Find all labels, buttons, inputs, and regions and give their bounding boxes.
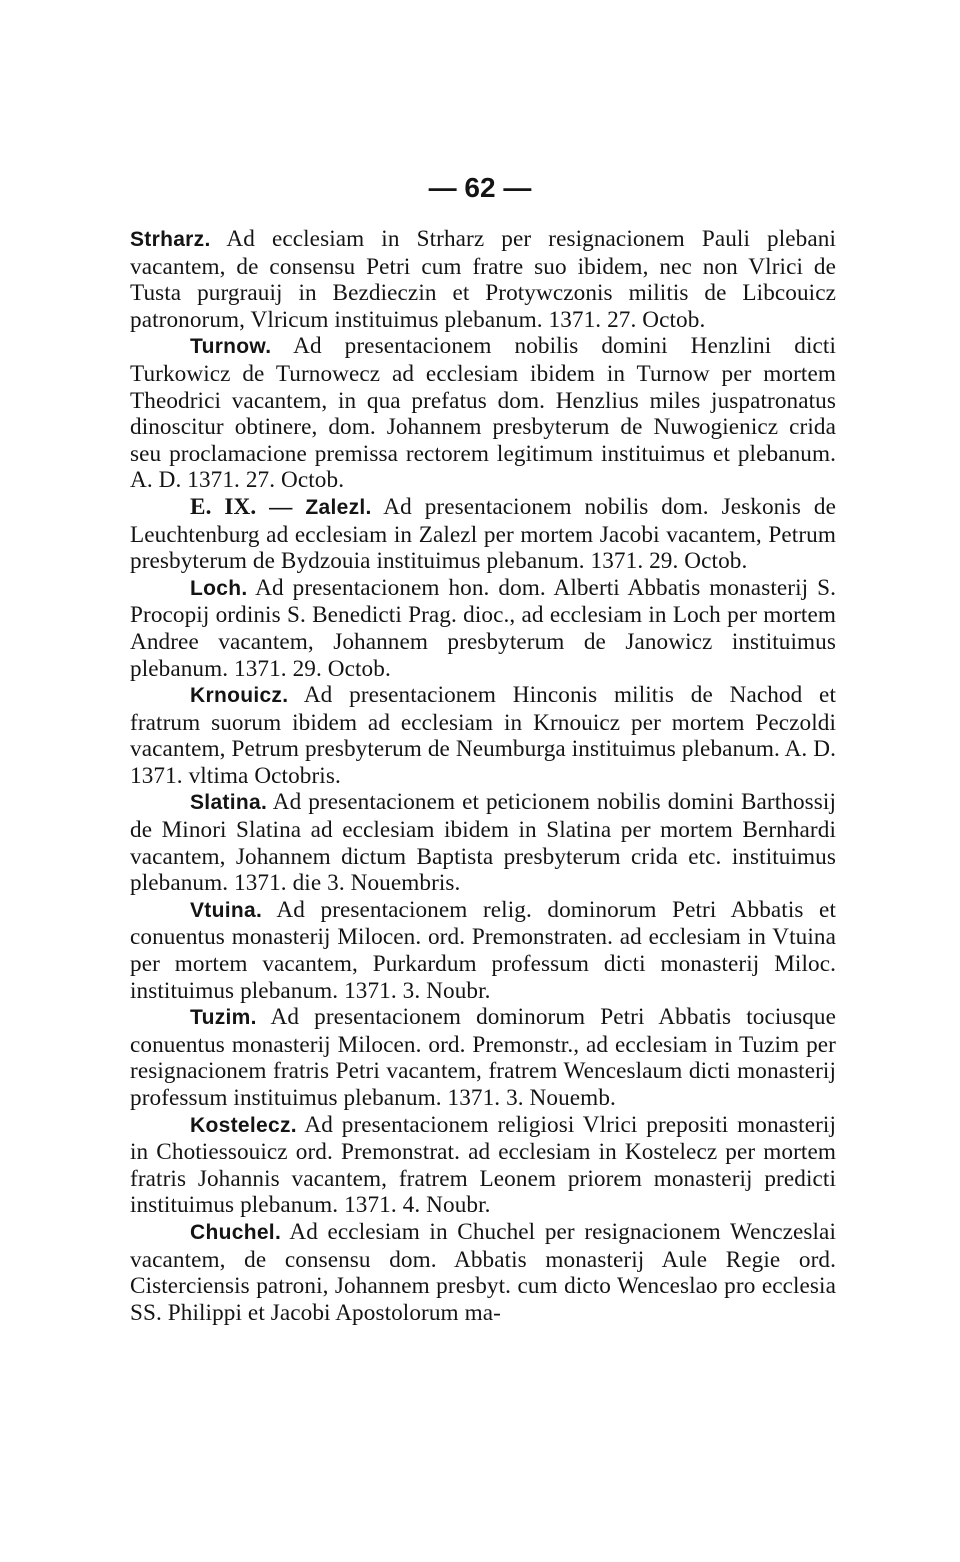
- entry-body: Ad presentacionem hon. dom. Alberti Abbatis monasterij S. Procopij ordinis S. Benedicti Prag. dioc., ad ecclesiam in Loch per mortem Andree vacantem, Johannem presbyterum de Janowicz instituimus plebanum. 1371. 29. Octob.: [130, 574, 836, 682]
- entry-body: Ad presentacionem et peticionem nobilis domini Barthossij de Minori Slatina ad ecclesiam ibidem in Slatina per mortem Bernhardi vacantem, Johannem dictum Baptista presbyterum crida etc. instituimus plebanum. 1371. die 3. Nouembris.: [130, 789, 836, 897]
- entry-heading: Kostelecz.: [190, 1113, 297, 1137]
- entry-strharz: [130, 226, 836, 333]
- entry-chuchel: [130, 1219, 836, 1326]
- entry-zalezl: [130, 494, 836, 575]
- section-marker: E. IX. —: [190, 493, 306, 520]
- entry-heading: Loch.: [190, 576, 248, 600]
- entry-heading: Turnow.: [190, 335, 272, 359]
- entry-heading: Krnouicz.: [190, 684, 289, 708]
- page-number: — 62 —: [428, 172, 532, 203]
- entry-heading: Zalezl.: [305, 495, 372, 519]
- entry-heading: Chuchel.: [190, 1220, 282, 1244]
- entry-body: Ad presentacionem religiosi Vlrici prepositi monasterij in Chotiessouicz ord. Premonstrat. ad ecclesiam in Kostelecz per mortem fratris Johannis vacantem, fratrem Leonem priorem monasterij predicti instituimus plebanum. 1371. 4. Noubr.: [130, 1111, 836, 1219]
- entries-text: [130, 226, 836, 1326]
- entry-body: Ad presentacionem nobilis domini Henzlini dicti Turkowicz de Turnowecz ad ecclesiam ibidem in Turnow per mortem Theodrici vacantem, in qua prefatus dom. Henzlius miles juspatronatus dinoscitur obtinere, dom. Johannem presbyterum de Nuwogienicz crida seu proclamacione premissa rectorem legitimum instituimus et plebanum. A. D. 1371. 27. Octob.: [130, 333, 836, 494]
- entry-loch: [130, 575, 836, 682]
- entry-body: Ad presentacionem relig. dominorum Petri Abbatis et conuentus monasterij Milocen. ord. Premonstraten. ad ecclesiam in Vtuina per mortem vacantem, Purkardum professum dicti monasterij Miloc. instituimus plebanum. 1371. 3. Noubr.: [130, 896, 836, 1004]
- entry-slatina: [130, 789, 836, 896]
- entry-body: Ad ecclesiam in Chuchel per resignacionem Wenczeslai vacantem, de consensu dom. Abbatis monasterij Aule Regie ord. Cisterciensis patroni, Johannem presbyt. cum dicto Wenceslao pro ecclesia SS. Philippi et Jacobi Apostolorum ma-: [130, 1218, 836, 1326]
- entry-vtuina: [130, 897, 836, 1004]
- entry-body: Ad presentacionem Hinconis militis de Nachod et fratrum suorum ibidem ad ecclesiam in Krnouicz per mortem Peczoldi vacantem, Petrum presbyterum de Neumburga instituimus plebanum. A. D. 1371. vltima Octobris.: [130, 682, 836, 789]
- entry-krnouicz: [130, 682, 836, 789]
- entry-tuzim: [130, 1004, 836, 1111]
- entry-heading: Strharz.: [130, 228, 211, 251]
- entry-body: Ad ecclesiam in Strharz per resignacionem Pauli plebani vacantem, de consensu Petri cum fratre suo ibidem, nec non Vlrici de Tusta purgrauij in Bezdieczin et Protywczonis militis de Libcouicz patronorum, Vlricum instituimus plebanum. 1371. 27. Octob.: [130, 226, 836, 333]
- entry-heading: Tuzim.: [190, 1006, 257, 1030]
- entry-heading: Vtuina.: [190, 898, 263, 922]
- entry-body: Ad presentacionem nobilis dom. Jeskonis de Leuchtenburg ad ecclesiam in Zalezl per mortem Jacobi vacantem, Petrum presbyterum de Bydzouia instituimus plebanum. 1371. 29. Octob.: [130, 493, 837, 575]
- entry-body: Ad presentacionem dominorum Petri Abbatis tociusque conuentus monasterij Milocen. ord. Premonstr., ad ecclesiam in Tuzim per resignacionem fratris Petri vacantem, fratrem Wenceslaum dicti monasterij professum instituimus plebanum. 1371. 3. Nouemb.: [130, 1004, 836, 1111]
- entry-kostelecz: [130, 1112, 836, 1219]
- entry-heading: Slatina.: [190, 791, 268, 815]
- entry-turnow: [130, 333, 836, 494]
